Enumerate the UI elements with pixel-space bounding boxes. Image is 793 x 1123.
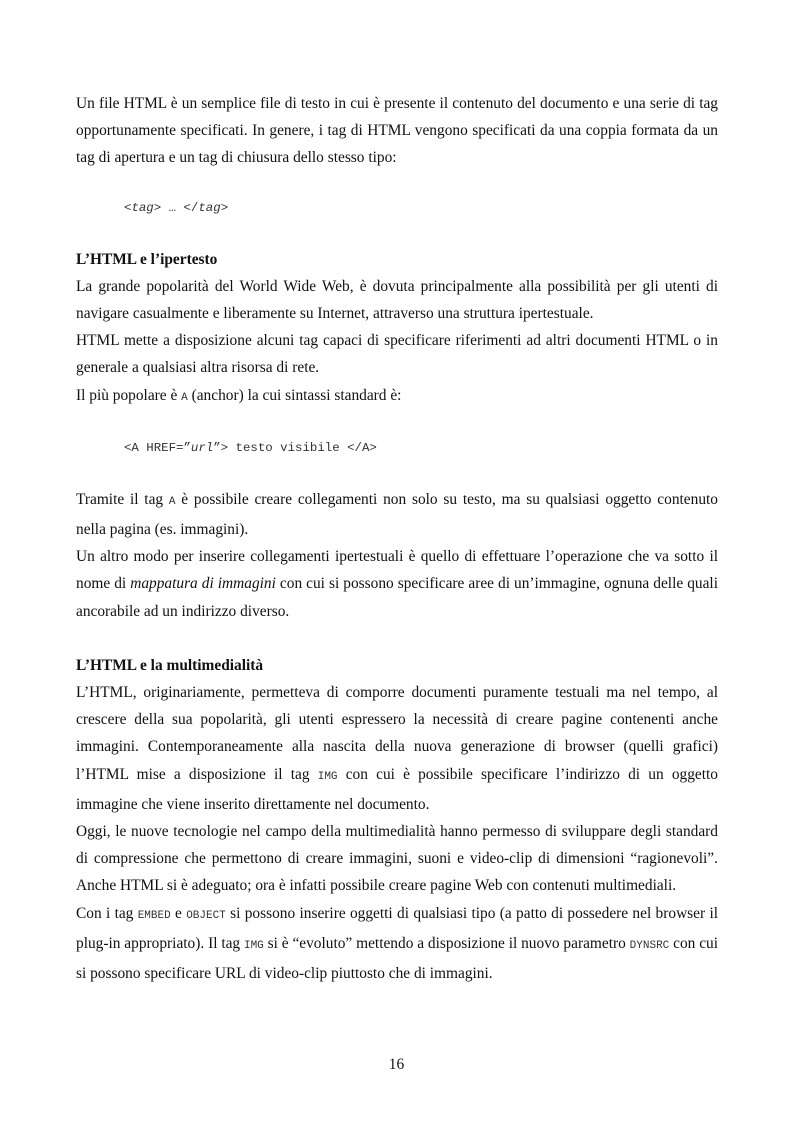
section-divider [76,625,718,652]
multimedia-paragraph-3: Con i tag EMBED e OBJECT si possono inserire oggetti di qualsiasi tipo (a patto di possedere nel browser il plug-in appropriato). Il tag IMG si è “evoluto” mettendo a disposizione il nuovo parametro DYNSRC con cui si possono specificare URL di video-clip piuttosto che di immagini. [76,904,719,983]
ipertesto-paragraph-4: Tramite il tag A è possibile creare collegamenti non solo su testo, ma su qualsiasi oggetto contenuto nella pagina (es. immagini). [76,490,718,539]
ipertesto-paragraph-3: Il più popolare è A (anchor) la cui sintassi standard è: [76,386,402,404]
ipertesto-paragraph-1: La grande popolarità del World Wide Web, è dovuta principalmente alla possibilità per gli utenti di navigare casualmente e liberamente su Internet, attraverso una struttura ipertestuale. [76,277,718,323]
inline-code: EMBED [137,909,171,922]
page-body [76,90,718,987]
page-number: 16 [388,1056,405,1073]
ipertesto-paragraph-5: Un altro modo per inserire collegamenti ipertestuali è quello di effettuare l’operazione che va sotto il nome di mappatura di immagini con cui si possono specificare aree di un’immagine, ognuna delle quali ancorabile ad un indirizzo diverso. [76,548,718,620]
inline-code: DYNSRC [629,939,670,952]
section-heading-ipertesto: L’HTML e l’ipertesto [76,250,218,268]
inline-code: A [181,391,188,404]
inline-code: IMG [317,770,338,783]
intro-paragraph: Un file HTML è un semplice file di testo in cui è presente il contenuto del documento e una serie di tag opportunamente specificati. In genere, i tag di HTML vengono specificati da una coppia formata da un tag di apertura e un tag di chiusura dello stesso tipo: [76,95,718,167]
multimedia-paragraph-2: Oggi, le nuove tecnologie nel campo della multimedialità hanno permesso di sviluppare degli standard di compressione che permettono di creare immagini, suoni e video-clip di dimensioni “ragionevoli”. Anche HTML si è adeguato; ora è infatti possibile creare pagine Web con contenuti multimediali. [76,823,718,895]
anchor-syntax-code: <A HREF=”url”> testo visibile </A> [124,440,377,455]
emphasis: mappatura di immagini [130,575,276,593]
inline-code: A [168,495,176,508]
inline-code: OBJECT [186,909,226,922]
multimedia-paragraph-1: L’HTML, originariamente, permetteva di comporre documenti puramente testuali ma nel tempo, al crescere della sua popolarità, gli utenti espressero la necessità di creare pagine contenenti anche immagini. Contemporaneamente alla nascita della nuova generazione di browser (quelli grafici) l’HTML mise a disposizione il tag IMG con cui è possibile specificare l’indirizzo di un oggetto immagine che viene inserito direttamente nel documento. [76,684,719,813]
tag-syntax-code: <tag> … </tag> [124,200,229,215]
inline-code: IMG [243,939,264,952]
section-heading-multimedialita: L’HTML e la multimedialità [76,656,264,674]
ipertesto-paragraph-2: HTML mette a disposizione alcuni tag capaci di specificare riferimenti ad altri documenti HTML o in generale a qualsiasi altra risorsa di rete. [76,332,718,377]
